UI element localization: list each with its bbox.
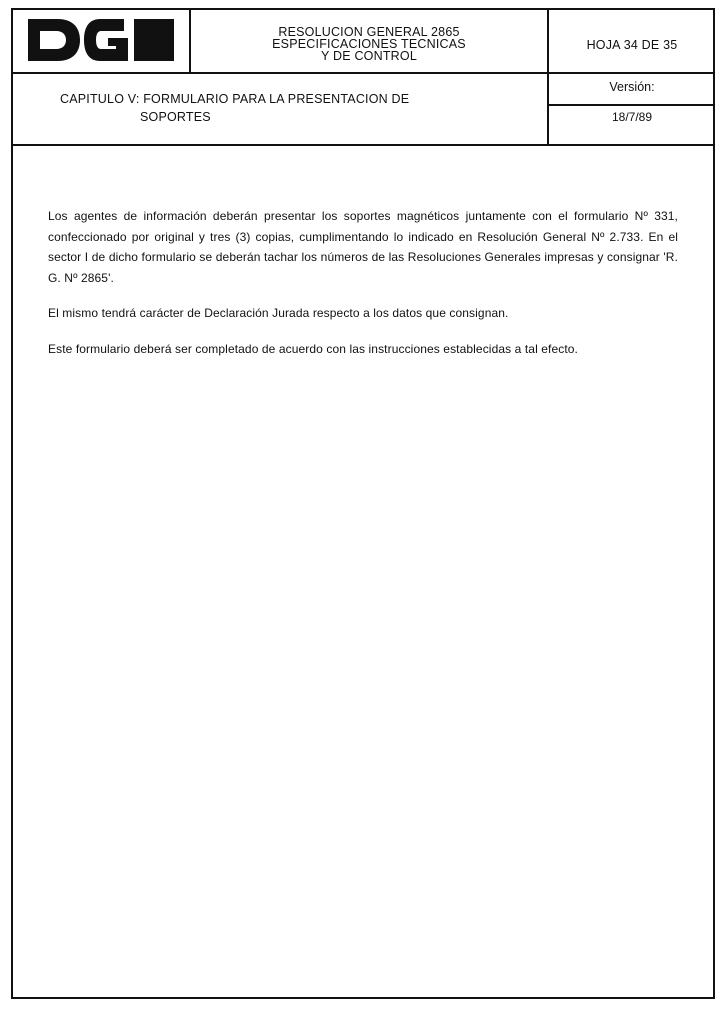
chapter-heading — [13, 90, 548, 126]
version-date: 18/7/89 — [611, 110, 653, 124]
paragraph-3: Este formulario deberá ser completado de acuerdo con las instrucciones establecidas a tal efecto. — [48, 341, 578, 356]
page-frame — [11, 8, 715, 999]
sheet-number: HOJA 34 DE 35 — [586, 38, 678, 52]
version-divider-rule — [548, 104, 715, 106]
body-text — [48, 206, 678, 374]
chapter-line-1: CAPITULO V: FORMULARIO PARA LA PRESENTACION DE — [60, 92, 410, 106]
dgi-logo — [28, 19, 174, 61]
paragraph-2: El mismo tendrá carácter de Declaración Jurada respecto a los datos que consignan. — [48, 306, 509, 320]
header-bottom-rule — [11, 72, 715, 74]
resolution-title — [191, 26, 547, 62]
paragraph-1: Los agentes de información deberán presentar los soportes magnéticos juntamente con el formulario Nº 331, confeccionado por original y tres (3) copias, cumplimentando lo indicado en Resolución General Nº 2.733. En el sector I de dicho formulario se deberán tachar los números de las Resoluciones Generales impresas y consignar 'R. G. Nº 2865'. — [48, 209, 678, 285]
title-line-1: RESOLUCION GENERAL 2865 — [278, 25, 460, 39]
header-section-rule — [11, 144, 715, 146]
title-line-2: ESPECIFICACIONES TECNICAS — [272, 37, 466, 51]
title-line-3: Y DE CONTROL — [321, 49, 417, 63]
version-label: Versión: — [609, 80, 655, 94]
chapter-line-2: SOPORTES — [140, 110, 211, 124]
